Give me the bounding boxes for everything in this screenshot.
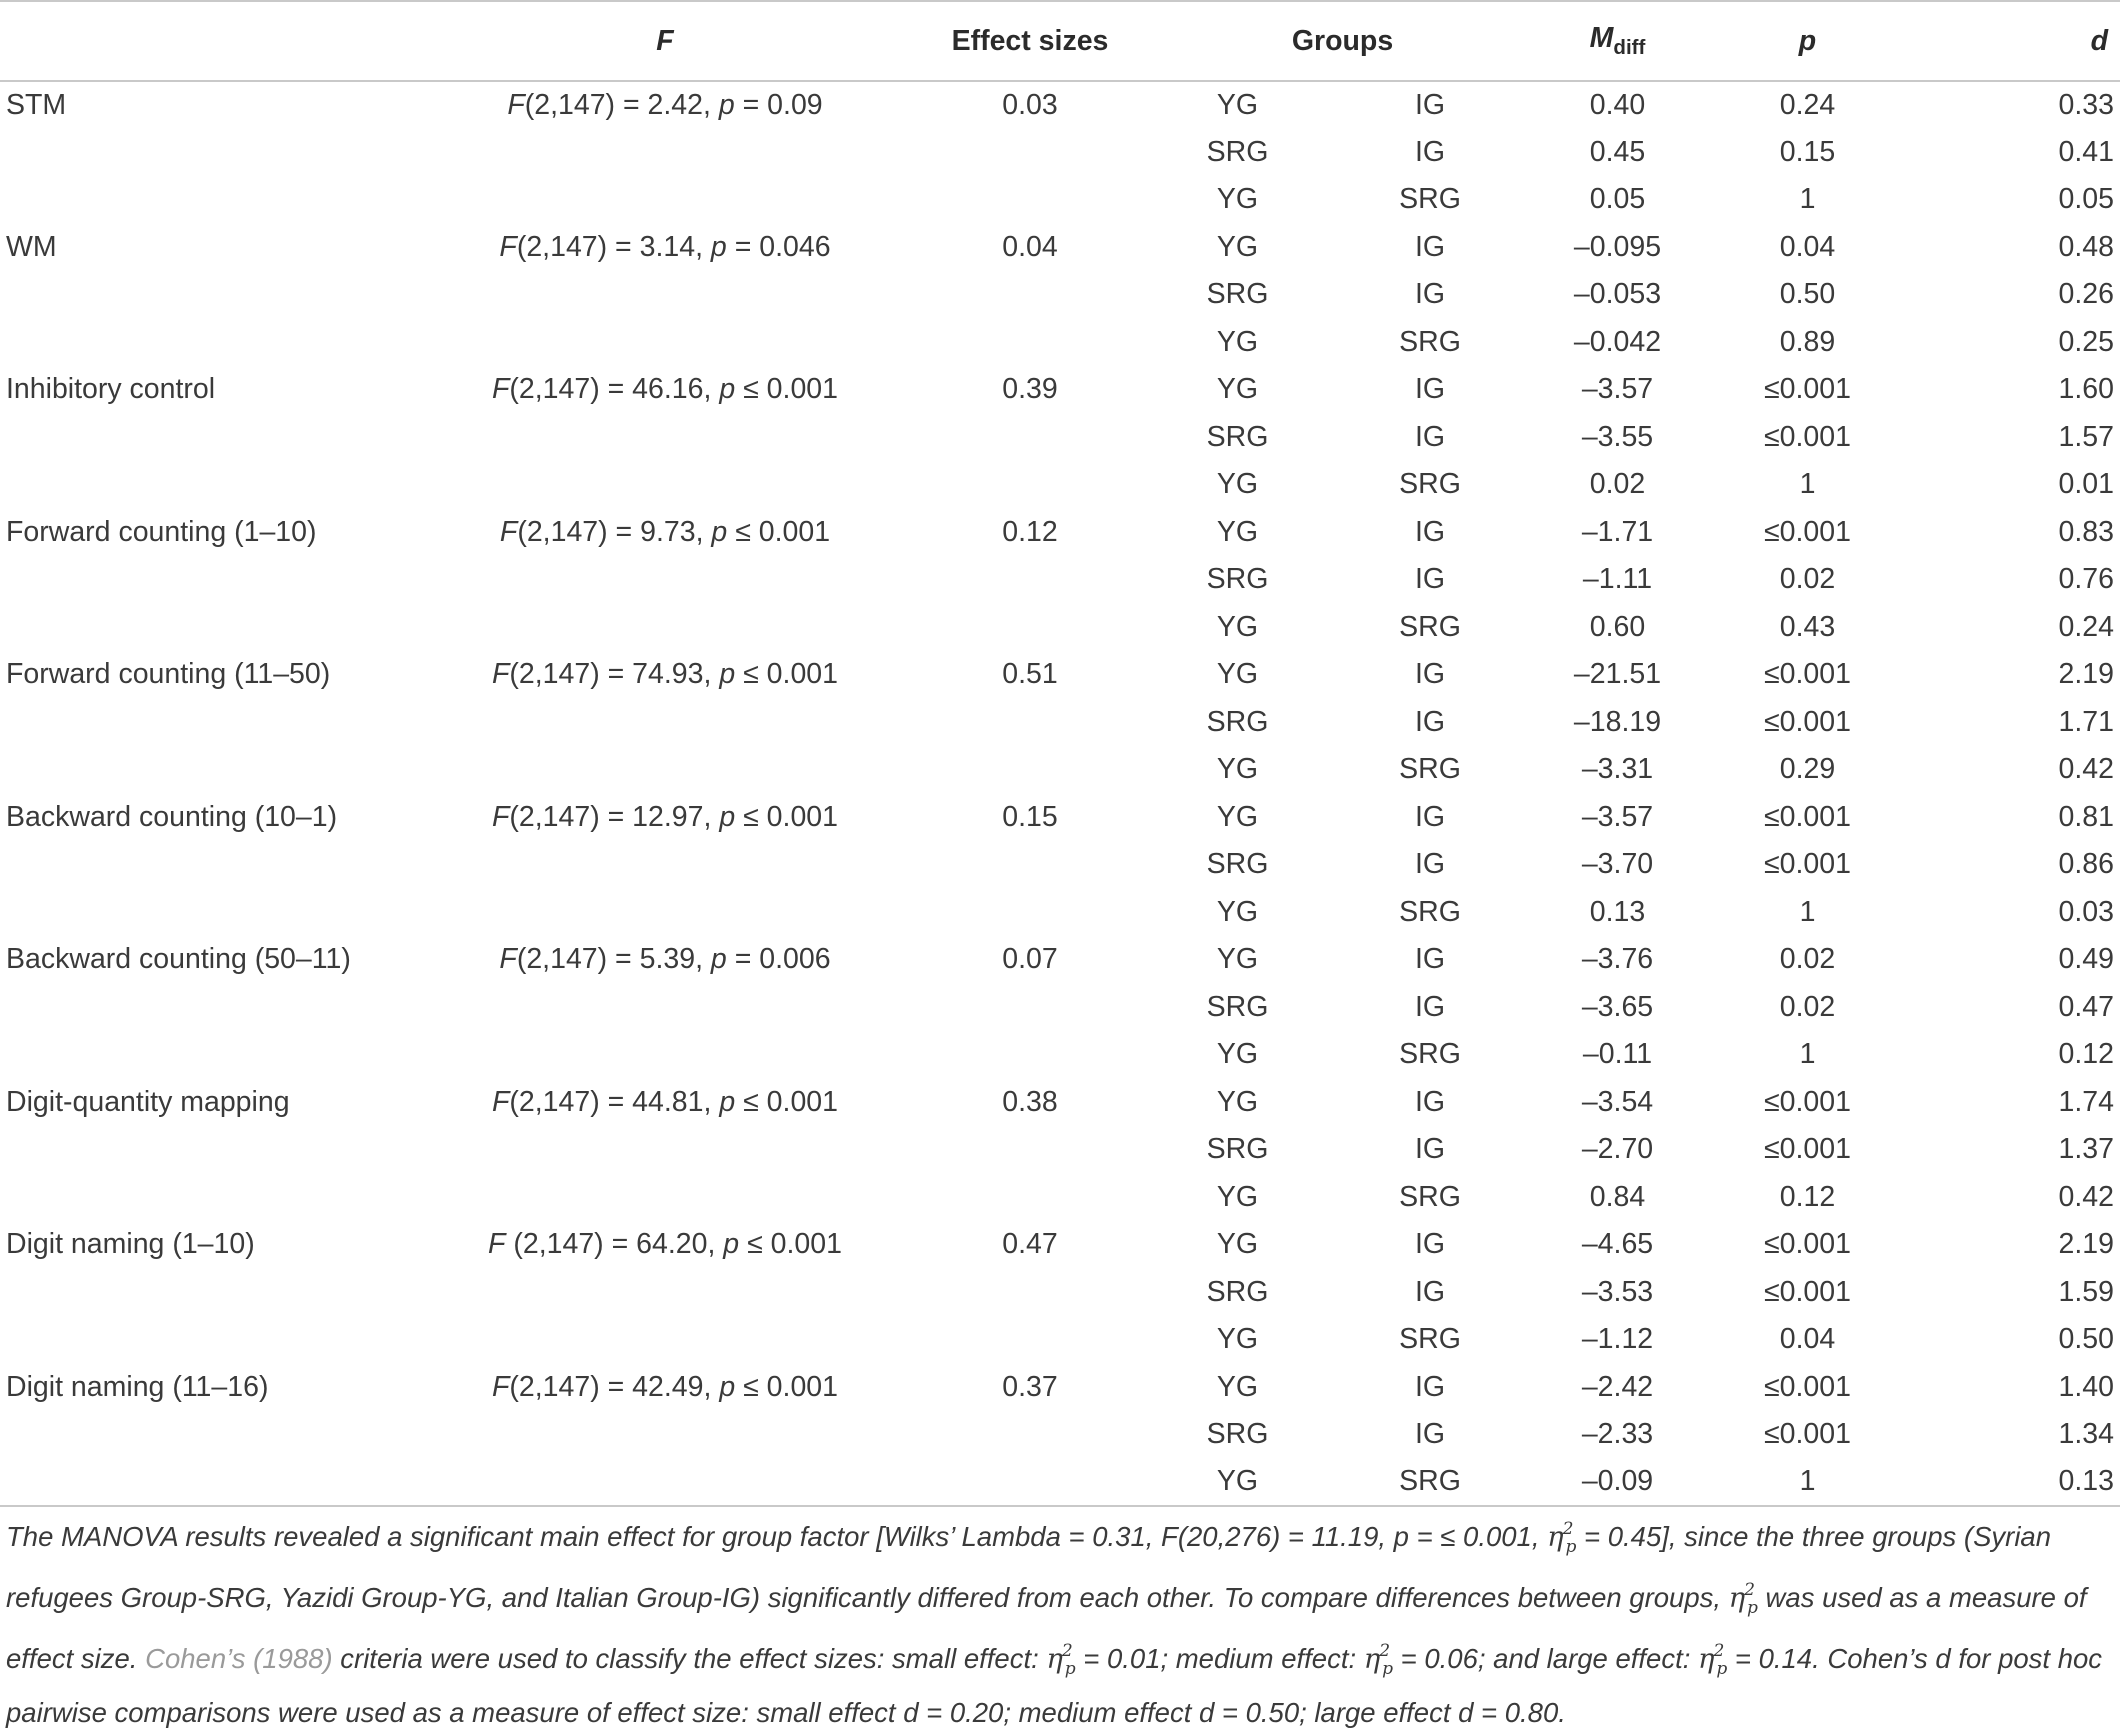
group-b: SRG <box>1325 1459 1535 1507</box>
cohens-d: 0.01 <box>2058 468 2114 501</box>
eta-p-squared: $\eta^2_p$ <box>1728 1579 1758 1618</box>
variable-name: Forward counting (1–10) <box>6 515 317 548</box>
p-value: 1 <box>1700 1459 1915 1507</box>
group-b: SRG <box>1399 1038 1461 1071</box>
eta-p-squared: $\eta^2_p$ <box>1046 1640 1076 1679</box>
p-value: ≤0.001 <box>1764 1275 1851 1308</box>
group-b: IG <box>1414 1370 1446 1403</box>
group-a: SRG <box>1206 1418 1269 1451</box>
note-part-4: criteria were used to classify the effect sizes: small effect: <box>332 1642 1047 1674</box>
empty-cell <box>420 1031 910 1079</box>
table-row <box>0 176 2120 224</box>
empty-cell <box>910 176 1150 224</box>
table-body <box>0 81 2120 1506</box>
p-value: ≤0.001 <box>1764 848 1851 881</box>
mean-difference: –3.53 <box>1581 1275 1654 1308</box>
group-b: SRG <box>1399 468 1461 501</box>
empty-cell <box>910 604 1150 652</box>
p-value: 0.12 <box>1779 1180 1836 1213</box>
header-d: d <box>1915 1 2120 81</box>
group-a: YG <box>1216 325 1259 358</box>
mean-difference: –0.042 <box>1573 325 1662 358</box>
group-b: IG <box>1414 373 1446 406</box>
mean-difference: –2.70 <box>1581 1133 1654 1166</box>
variable-name: Forward counting (11–50) <box>6 658 331 691</box>
table-row <box>0 604 2120 652</box>
group-b: SRG <box>1399 325 1461 358</box>
mean-difference: –2.42 <box>1581 1370 1654 1403</box>
cohens-d: 0.83 <box>2058 515 2114 548</box>
effect-size: 0.51 <box>1002 658 1058 691</box>
p-value: ≤0.001 <box>1764 1228 1851 1261</box>
empty-cell <box>910 461 1150 509</box>
group-a: YG <box>1216 468 1259 501</box>
cohens-d: 0.50 <box>2058 1323 2114 1356</box>
eta-p-squared: $\eta^2_p$ <box>1698 1640 1728 1679</box>
mean-difference: –3.57 <box>1581 800 1654 833</box>
group-a: SRG <box>1206 990 1269 1023</box>
cohens-d: 0.86 <box>2058 848 2114 881</box>
group-a: SRG <box>1206 135 1269 168</box>
mean-difference: 0.13 <box>1589 895 1646 928</box>
cohens-d: 1.59 <box>2058 1275 2114 1308</box>
cohens-d: 0.25 <box>2058 325 2114 358</box>
group-a: SRG <box>1206 420 1269 453</box>
mean-difference: 0.60 <box>1589 610 1646 643</box>
empty-cell <box>0 746 420 794</box>
group-b: IG <box>1414 420 1446 453</box>
empty-cell <box>420 984 910 1032</box>
table-row <box>0 1364 2120 1412</box>
table-row <box>0 319 2120 367</box>
group-a: SRG <box>1206 1133 1269 1166</box>
group-b: IG <box>1414 943 1446 976</box>
group-a: YG <box>1216 800 1259 833</box>
f-statistic: F(2,147) = 12.97, p ≤ 0.001 <box>491 800 839 833</box>
group-b: IG <box>1414 848 1446 881</box>
cohens-d: 0.42 <box>2058 1180 2114 1213</box>
empty-cell <box>0 1269 420 1317</box>
p-value: 0.29 <box>1779 753 1836 786</box>
effect-size: 0.39 <box>1002 373 1058 406</box>
empty-cell <box>910 1031 1150 1079</box>
mean-difference: –1.71 <box>1581 515 1654 548</box>
mean-difference: –1.11 <box>1582 563 1653 596</box>
group-b: SRG <box>1399 610 1461 643</box>
empty-cell <box>910 1411 1150 1459</box>
group-a: YG <box>1216 1085 1259 1118</box>
group-b: IG <box>1414 990 1446 1023</box>
empty-cell <box>0 271 420 319</box>
variable-name: Inhibitory control <box>6 373 216 406</box>
p-value: 0.24 <box>1779 88 1836 121</box>
p-value: 1 <box>1799 895 1816 928</box>
empty-cell <box>910 556 1150 604</box>
f-statistic: F(2,147) = 5.39, p = 0.006 <box>499 943 831 976</box>
group-a: SRG <box>1206 848 1269 881</box>
variable-name: Digit naming (1–10) <box>6 1228 255 1261</box>
group-a: YG <box>1216 230 1259 263</box>
cohens-d: 0.26 <box>2058 278 2114 311</box>
variable-name: WM <box>6 230 57 263</box>
empty-cell <box>0 841 420 889</box>
group-a: YG <box>1216 515 1259 548</box>
group-b: IG <box>1414 1085 1446 1118</box>
empty-cell <box>0 1316 420 1364</box>
p-value: ≤0.001 <box>1764 515 1851 548</box>
effect-size: 0.12 <box>1002 515 1058 548</box>
group-a: YG <box>1216 658 1259 691</box>
table-row <box>0 841 2120 889</box>
table-row <box>0 224 2120 272</box>
group-b: IG <box>1414 88 1446 121</box>
cohens-d: 0.81 <box>2058 800 2114 833</box>
group-b: IG <box>1414 800 1446 833</box>
f-statistic: F (2,147) = 64.20, p ≤ 0.001 <box>488 1228 842 1261</box>
group-b: IG <box>1414 705 1446 738</box>
empty-cell <box>420 1459 910 1507</box>
cohens-d: 0.49 <box>2058 943 2114 976</box>
table-row <box>0 1174 2120 1222</box>
cohens-d: 0.33 <box>2058 88 2114 121</box>
table-row <box>0 1126 2120 1174</box>
mean-difference: 0.05 <box>1589 183 1646 216</box>
variable-name: Backward counting (50–11) <box>6 943 351 976</box>
group-b: SRG <box>1399 1323 1461 1356</box>
empty-cell <box>420 604 910 652</box>
mean-difference: –3.54 <box>1581 1085 1654 1118</box>
cohens-d: 2.19 <box>2058 1228 2114 1261</box>
group-a: YG <box>1216 1228 1259 1261</box>
table-row <box>0 81 2120 129</box>
f-statistic: F(2,147) = 44.81, p ≤ 0.001 <box>491 1085 839 1118</box>
empty-cell <box>910 1174 1150 1222</box>
empty-cell <box>0 604 420 652</box>
p-value: ≤0.001 <box>1764 373 1851 406</box>
group-a: SRG <box>1206 563 1269 596</box>
empty-cell <box>420 461 910 509</box>
header-groups: Groups <box>1150 1 1535 81</box>
cohens-d: 1.40 <box>2058 1370 2114 1403</box>
empty-cell <box>910 1126 1150 1174</box>
empty-cell <box>910 889 1150 937</box>
f-statistic: F(2,147) = 2.42, p = 0.09 <box>507 88 823 121</box>
mean-difference: 0.02 <box>1589 468 1646 501</box>
p-value: 0.15 <box>1779 135 1836 168</box>
cohens-d: 0.41 <box>2058 135 2114 168</box>
empty-cell <box>420 1269 910 1317</box>
table-row <box>0 746 2120 794</box>
group-a: YG <box>1216 943 1259 976</box>
table-row <box>0 699 2120 747</box>
empty-cell <box>420 1174 910 1222</box>
cohens-d: 1.74 <box>2058 1085 2114 1118</box>
group-a: YG <box>1216 895 1259 928</box>
p-value: 1 <box>1799 468 1816 501</box>
group-b: IG <box>1414 135 1446 168</box>
cohens-d: 1.37 <box>2058 1133 2114 1166</box>
table-row <box>0 651 2120 699</box>
note-part-2: = 0.45], since the three groups (Syrian refugees Group-SRG, Yazidi Group-YG, and Italian Group-IG) significantly differed from each other. To compare differences between groups, <box>6 1520 2052 1613</box>
empty-cell <box>910 129 1150 177</box>
empty-cell <box>910 746 1150 794</box>
p-value: ≤0.001 <box>1764 420 1851 453</box>
variable-name: STM <box>6 88 67 121</box>
note-part-1: The MANOVA results revealed a significant main effect for group factor [Wilks’ Lambda = 0.31, F(20,276) = 11.19, p = ≤ 0.001, <box>6 1520 1548 1552</box>
empty-cell <box>910 1316 1150 1364</box>
group-a: SRG <box>1206 705 1269 738</box>
table-row <box>0 1079 2120 1127</box>
table-row <box>0 1221 2120 1269</box>
mean-difference: –0.053 <box>1573 278 1662 311</box>
p-value: ≤0.001 <box>1764 658 1851 691</box>
effect-size: 0.47 <box>1002 1228 1058 1261</box>
table-row <box>0 366 2120 414</box>
empty-cell <box>910 841 1150 889</box>
eta-p-squared: $\eta^2_p$ <box>1547 1519 1577 1557</box>
empty-cell <box>420 1126 910 1174</box>
empty-cell <box>0 556 420 604</box>
table-row <box>0 889 2120 937</box>
citation-link[interactable]: Cohen’s (1988) <box>145 1642 333 1674</box>
table-row <box>0 414 2120 462</box>
empty-cell <box>420 1411 910 1459</box>
p-value: ≤0.001 <box>1764 1370 1851 1403</box>
p-value: ≤0.001 <box>1764 705 1851 738</box>
mean-difference: 0.40 <box>1589 88 1646 121</box>
header-row <box>0 1 2120 81</box>
mean-difference: –2.33 <box>1581 1418 1654 1451</box>
f-statistic: F(2,147) = 3.14, p = 0.046 <box>499 230 831 263</box>
table-row <box>0 1459 2120 1507</box>
empty-cell <box>420 556 910 604</box>
group-a: YG <box>1216 183 1259 216</box>
p-value: 0.02 <box>1779 943 1836 976</box>
group-a: YG <box>1150 1459 1325 1507</box>
empty-cell <box>420 129 910 177</box>
group-a: SRG <box>1206 278 1269 311</box>
mean-difference: –3.76 <box>1581 943 1654 976</box>
empty-cell <box>420 841 910 889</box>
empty-cell <box>910 1269 1150 1317</box>
group-b: IG <box>1414 1418 1446 1451</box>
eta-p-squared: $\eta^2_p$ <box>1363 1640 1393 1679</box>
header-variable <box>0 1 420 81</box>
group-b: IG <box>1414 278 1446 311</box>
f-statistic: F(2,147) = 74.93, p ≤ 0.001 <box>491 658 839 691</box>
empty-cell <box>910 699 1150 747</box>
empty-cell <box>0 699 420 747</box>
variable-name: Backward counting (10–1) <box>6 800 338 833</box>
group-a: YG <box>1216 1323 1259 1356</box>
group-b: SRG <box>1399 895 1461 928</box>
p-value: 0.04 <box>1779 230 1836 263</box>
group-a: YG <box>1216 1038 1259 1071</box>
empty-cell <box>910 271 1150 319</box>
effect-size: 0.07 <box>1002 943 1058 976</box>
note-part-7: = 0.14. Cohen’s d for post hoc pairwise comparisons were used as a measure of effect size: small effect d = 0.20; medium effect d = 0.50; large effect d = 0.80. <box>6 1642 2103 1728</box>
cohens-d: 0.12 <box>2058 1038 2114 1071</box>
empty-cell <box>0 1174 420 1222</box>
empty-cell <box>420 1316 910 1364</box>
group-a: YG <box>1216 88 1259 121</box>
effect-size: 0.37 <box>1002 1370 1058 1403</box>
cohens-d: 0.42 <box>2058 753 2114 786</box>
group-a: YG <box>1216 753 1259 786</box>
empty-cell <box>420 271 910 319</box>
empty-cell <box>0 1031 420 1079</box>
table-row <box>0 1316 2120 1364</box>
table-row <box>0 1269 2120 1317</box>
mean-difference: –3.55 <box>1581 420 1654 453</box>
mean-difference: –0.11 <box>1582 1038 1653 1071</box>
group-a: YG <box>1216 373 1259 406</box>
empty-cell <box>420 176 910 224</box>
group-b: SRG <box>1399 753 1461 786</box>
mean-difference: –3.70 <box>1581 848 1654 881</box>
header-effect-sizes: Effect sizes <box>910 1 1150 81</box>
p-value: 0.43 <box>1779 610 1836 643</box>
empty-cell <box>420 414 910 462</box>
cohens-d: 2.19 <box>2058 658 2114 691</box>
group-a: YG <box>1216 610 1259 643</box>
p-value: ≤0.001 <box>1764 1418 1851 1451</box>
variable-name: Digit-quantity mapping <box>6 1085 290 1118</box>
p-value: 0.89 <box>1779 325 1836 358</box>
group-b: IG <box>1414 1228 1446 1261</box>
table-row <box>0 271 2120 319</box>
p-value: 1 <box>1799 1038 1816 1071</box>
mean-difference: –0.095 <box>1573 230 1662 263</box>
note-part-5: = 0.01; medium effect: <box>1075 1642 1364 1674</box>
mean-difference: 0.45 <box>1589 135 1646 168</box>
note-part-6: = 0.06; and large effect: <box>1393 1642 1698 1674</box>
mean-difference: –4.65 <box>1581 1228 1654 1261</box>
table-row <box>0 936 2120 984</box>
group-b: SRG <box>1399 183 1461 216</box>
p-value: ≤0.001 <box>1764 1133 1851 1166</box>
cohens-d: 1.71 <box>2058 705 2114 738</box>
empty-cell <box>0 1459 420 1507</box>
p-value: 0.02 <box>1779 563 1836 596</box>
cohens-d: 1.60 <box>2058 373 2114 406</box>
p-value: 0.50 <box>1779 278 1836 311</box>
header-p: p <box>1700 1 1915 81</box>
group-a: SRG <box>1206 1275 1269 1308</box>
empty-cell <box>0 461 420 509</box>
mean-difference: –1.12 <box>1581 1323 1654 1356</box>
group-b: IG <box>1414 1133 1446 1166</box>
cohens-d: 1.57 <box>2058 420 2114 453</box>
empty-cell <box>0 176 420 224</box>
p-value: 1 <box>1799 183 1816 216</box>
mean-difference: –3.31 <box>1581 753 1654 786</box>
table-row <box>0 984 2120 1032</box>
cohens-d: 0.24 <box>2058 610 2114 643</box>
mean-difference: –21.51 <box>1573 658 1662 691</box>
mean-difference: –3.65 <box>1581 990 1654 1023</box>
effect-size: 0.04 <box>1002 230 1058 263</box>
variable-name: Digit naming (11–16) <box>6 1370 269 1403</box>
empty-cell <box>420 699 910 747</box>
effect-size: 0.03 <box>1002 88 1058 121</box>
note-part-3: was used as a measure of effect size. <box>6 1581 2087 1674</box>
cohens-d: 0.03 <box>2058 895 2114 928</box>
cohens-d: 0.05 <box>2058 183 2114 216</box>
p-value: ≤0.001 <box>1764 1085 1851 1118</box>
table-row <box>0 461 2120 509</box>
mean-difference: –0.09 <box>1535 1459 1700 1507</box>
empty-cell <box>0 414 420 462</box>
cohens-d: 0.13 <box>1915 1459 2120 1507</box>
group-b: IG <box>1414 230 1446 263</box>
empty-cell <box>910 1459 1150 1507</box>
empty-cell <box>0 889 420 937</box>
f-statistic: F(2,147) = 46.16, p ≤ 0.001 <box>491 373 839 406</box>
empty-cell <box>420 319 910 367</box>
empty-cell <box>420 889 910 937</box>
mean-difference: –3.57 <box>1581 373 1654 406</box>
empty-cell <box>910 414 1150 462</box>
empty-cell <box>0 319 420 367</box>
table-row <box>0 129 2120 177</box>
empty-cell <box>0 984 420 1032</box>
mean-difference: –18.19 <box>1573 705 1662 738</box>
cohens-d: 0.47 <box>2058 990 2114 1023</box>
empty-cell <box>910 319 1150 367</box>
group-a: YG <box>1216 1180 1259 1213</box>
group-b: IG <box>1414 658 1446 691</box>
table-row <box>0 1411 2120 1459</box>
table-footnote <box>6 1508 2106 1734</box>
effect-size: 0.38 <box>1002 1085 1058 1118</box>
empty-cell <box>910 984 1150 1032</box>
table-row <box>0 509 2120 557</box>
p-value: ≤0.001 <box>1764 800 1851 833</box>
mean-difference: 0.84 <box>1589 1180 1646 1213</box>
empty-cell <box>420 746 910 794</box>
cohens-d: 0.48 <box>2058 230 2114 263</box>
group-b: SRG <box>1399 1180 1461 1213</box>
cohens-d: 0.76 <box>2058 563 2114 596</box>
group-a: YG <box>1216 1370 1259 1403</box>
p-value: 0.02 <box>1779 990 1836 1023</box>
group-b: IG <box>1414 563 1446 596</box>
table-row <box>0 556 2120 604</box>
group-b: IG <box>1414 515 1446 548</box>
empty-cell <box>0 129 420 177</box>
empty-cell <box>0 1126 420 1174</box>
cohens-d: 1.34 <box>2058 1418 2114 1451</box>
group-b: IG <box>1414 1275 1446 1308</box>
table-row <box>0 794 2120 842</box>
effect-size: 0.15 <box>1002 800 1058 833</box>
header-m-diff: $M_{diff}$ <box>1535 1 1700 81</box>
f-statistic: F(2,147) = 9.73, p ≤ 0.001 <box>499 515 831 548</box>
empty-cell <box>0 1411 420 1459</box>
p-value: 0.04 <box>1779 1323 1836 1356</box>
f-statistic: F(2,147) = 42.49, p ≤ 0.001 <box>491 1370 839 1403</box>
table-row <box>0 1031 2120 1079</box>
header-f: F <box>420 1 910 81</box>
